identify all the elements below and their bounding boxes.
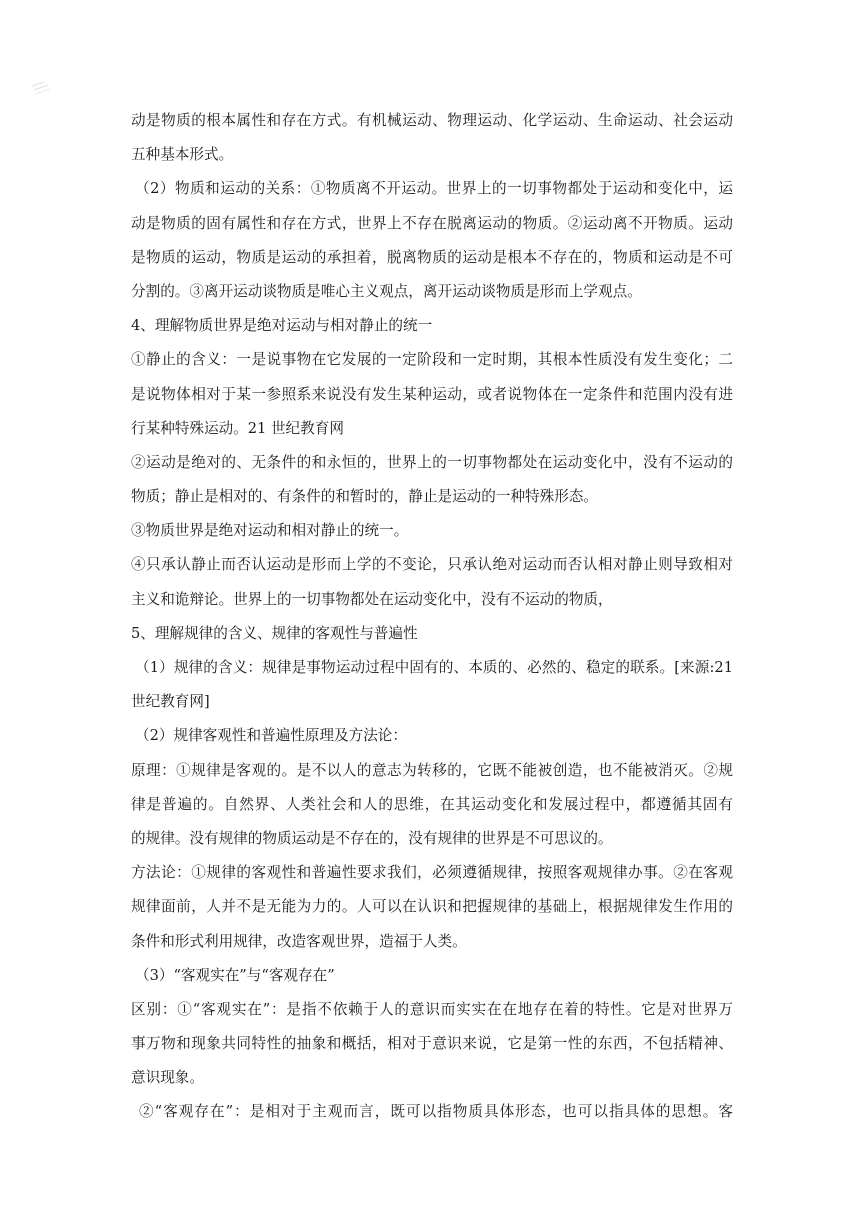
- text-line: 条件和形式利用规律，改造客观世界，造福于人类。: [131, 932, 467, 950]
- text-line: 规律面前，人并不是无能为力的。人可以在认识和把握规律的基础上，根据规律发生作用的: [131, 898, 733, 916]
- text-line: （2）规律客观性和普遍性原理及方法论：: [135, 727, 407, 745]
- text-line: ①静止的含义：一是说事物在它发展的一定阶段和一定时期，其根本性质没有发生变化；二: [131, 351, 733, 369]
- text-line: 意识现象。: [131, 1069, 204, 1087]
- text-line: 是物质的运动，物质是运动的承担着，脱离物质的运动是根本不存在的，物质和运动是不可: [131, 248, 733, 266]
- text-line: 动是物质的固有属性和存在方式，世界上不存在脱离运动的物质。②运动离不开物质。运动: [131, 214, 733, 232]
- text-line: 事万物和现象共同特性的抽象和概括，相对于意识来说，它是第一性的东西，不包括精神、: [131, 1035, 733, 1053]
- watermark-mark-icon: [30, 80, 52, 96]
- text-line: 分割的。③离开运动谈物质是唯心主义观点，离开运动谈物质是形而上学观点。: [131, 282, 642, 300]
- text-line: （2）物质和运动的关系：①物质离不开运动。世界上的一切事物都处于运动和变化中，运: [135, 180, 733, 198]
- text-line: 是说物体相对于某一参照系来说没有发生某种运动，或者说物体在一定条件和范围内没有进: [131, 385, 733, 403]
- text-line: ③物质世界是绝对运动和相对静止的统一。: [131, 522, 409, 540]
- section-heading: 4、理解物质世界是绝对运动与相对静止的统一: [131, 317, 433, 335]
- text-line: ②运动是绝对的、无条件的和永恒的，世界上的一切事物都处在运动变化中，没有不运动的: [131, 453, 733, 471]
- text-line: 行某种特殊运动。21 世纪教育网: [131, 419, 344, 437]
- text-line: （3）“客观实在”与“客观存在”: [135, 966, 335, 984]
- text-line: （1）规律的含义：规律是事物运动过程中固有的、本质的、必然的、稳定的联系。[来源:21: [135, 659, 733, 676]
- text-line: 原理：①规律是客观的。是不以人的意志为转移的，它既不能被创造，也不能被消灭。②规: [131, 761, 733, 779]
- section-heading: 5、理解规律的含义、规律的客观性与普遍性: [131, 624, 418, 642]
- text-line: 物质；静止是相对的、有条件的和暂时的，静止是运动的一种特殊形态。: [131, 488, 599, 506]
- text-line: 世纪教育网]: [131, 693, 210, 711]
- document-body: [131, 104, 733, 1130]
- text-line: 五种基本形式。: [131, 146, 234, 164]
- text-line: ④只承认静止而否认运动是形而上学的不变论，只承认绝对运动而否认相对静止则导致相对: [131, 556, 733, 574]
- text-line: ②“客观存在”：是相对于主观而言，既可以指物质具体形态，也可以指具体的思想。客: [139, 1103, 733, 1121]
- text-line: 动是物质的根本属性和存在方式。有机械运动、物理运动、化学运动、生命运动、社会运动: [131, 112, 733, 129]
- text-line: 律是普遍的。自然界、人类社会和人的思维，在其运动变化和发展过程中，都遵循其固有: [131, 795, 733, 813]
- text-line: 方法论：①规律的客观性和普遍性要求我们，必须遵循规律，按照客观规律办事。②在客观: [131, 864, 733, 882]
- text-line: 的规律。没有规律的物质运动是不存在的，没有规律的世界是不可思议的。: [131, 829, 613, 847]
- text-line: 主义和诡辩论。世界上的一切事物都处在运动变化中，没有不运动的物质，: [131, 590, 613, 608]
- text-line: 区别：①“客观实在”：是指不依赖于人的意识而实实在在地存在着的特性。它是对世界万: [131, 1000, 733, 1018]
